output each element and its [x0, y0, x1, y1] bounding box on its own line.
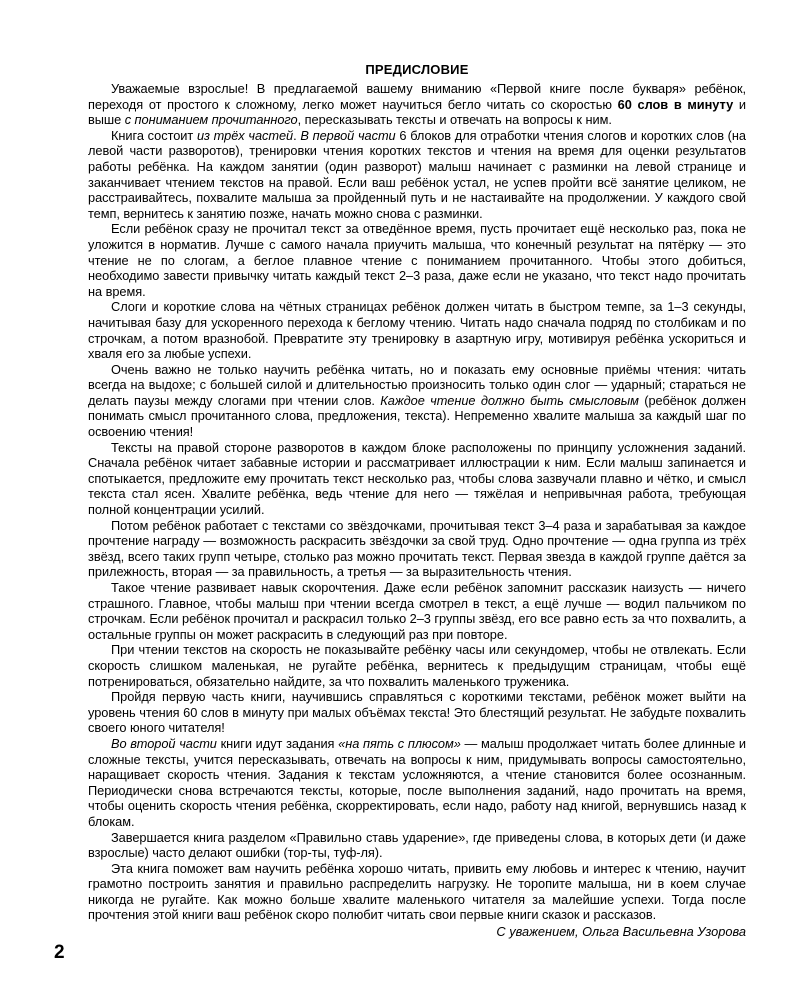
page-number: 2: [54, 942, 65, 963]
paragraph-6: Тексты на правой стороне разворотов в каждом блоке расположены по принципу усложнения заданий. Сначала ребёнок читает забавные истории и рассматривает иллюстрации к ним. Если малыш запинается и спотыкается, предложите ему прочитать текст несколько раз, чтобы слова зазвучали плавно и чётко, и смысл текста стал ясен. Хвалите ребёнка, ведь чтение для него — тяжёлая и непривычная работа, требующая полной концентрации усилий.: [88, 439, 746, 518]
signature: С уважением, Ольга Васильевна Узорова: [496, 924, 746, 940]
paragraph-1: Уважаемые взрослые! В предлагаемой вашему вниманию «Первой книге после букваря» ребёнок, переходя от простого к сложному, легко может научиться бегло читать со скоростью 60 слов в минуту и выше с пониманием прочитанного, пересказывать тексты и отвечать на вопросы к ним.: [88, 81, 746, 128]
paragraph-8: Такое чтение развивает навык скорочтения. Даже если ребёнок запомнит рассказик наизусть — ничего страшного. Главное, чтобы малыш при чтении всегда смотрел в текст, а ещё лучше — водил пальчиком по строчкам. Если ребёнок прочитал и раскрасил только 2–3 группы звёзд, его все равно есть за что похвалить, а остальные группы он может раскрасить в следующий раз при повторе.: [88, 580, 746, 642]
paragraph-5: Очень важно не только научить ребёнка читать, но и показать ему основные приёмы чтения: читать всегда на выдохе; с большей силой и длительностью произносить только один слог — ударный; стараться не делать паузы между слогами при чтении слов. Каждое чтение должно быть смысловым (ребёнок должен понимать смысл прочитанного слова, предложения, текста). Непременно хвалите малыша за каждый шаг по освоению чтения!: [88, 361, 747, 440]
paragraph-2: Книга состоит из трёх частей. В первой части 6 блоков для отработки чтения слогов и коротких слов (на левой части разворотов), тренировки чтения коротких текстов и чтения на время для оценки результатов работы ребёнка. На каждом занятии (один разворот) малыш начинает с разминки на левой странице и заканчивает чтением текстов на правой. Если ваш ребёнок устал, не успев пройти всё занятие целиком, не расстраивайтесь, похвалите малыша за пройденный путь и не настаивайте на продолжении. У каждого свой темп, вернитесь к занятию позже, начать можно снова с разминки.: [88, 127, 746, 221]
paragraph-13: Эта книга поможет вам научить ребёнка хорошо читать, привить ему любовь и интерес к чтению, научит грамотно построить занятия и правильно распределить нагрузку. Не торопите малыша, ни в коем случае никогда не ругайте. Как можно больше хвалите маленького читателя за малейшие успехи. Тогда после прочтения этой книги ваш ребёнок скоро полюбит читать свои первые книги сказок и рассказов.: [88, 860, 746, 923]
preface-page: [88, 62, 746, 940]
paragraph-7: Потом ребёнок работает с текстами со звёздочками, прочитывая текст 3–4 раза и зарабатывая за каждое прочтение награду — возможность раскрасить звёздочки за свой труд. Одно прочтение — одна группа из трёх звёзд, всего таких групп четыре, столько раз можно прочитать текст. Первая звезда в каждой группе даётся за прилежность, вторая — за правильность, а третья — за выразительность чтения.: [88, 517, 746, 580]
page-title: ПРЕДИСЛОВИЕ: [365, 62, 469, 77]
paragraph-12: Завершается книга разделом «Правильно ставь ударение», где приведены слова, в которых дети (и даже взрослые) часто делают ошибки (тор-ты, туф-ля).: [88, 829, 746, 861]
paragraph-4: Слоги и короткие слова на чётных страницах ребёнок должен читать в быстром темпе, за 1–3 секунды, начитывая базу для ускоренного перехода к беглому чтению. Читать надо сначала подряд по столбикам и по строчкам, а потом вразнобой. Превратите эту тренировку в азартную игру, мотивируя ребёнка ускориться и хваля его за любые успехи.: [88, 299, 746, 362]
paragraph-10: Пройдя первую часть книги, научившись справляться с короткими текстами, ребёнок может выйти на уровень чтения 60 слов в минуту при малых объёмах текста! Это блестящий результат. Не забудьте похвалить своего юного читателя!: [88, 689, 746, 736]
paragraph-3: Если ребёнок сразу не прочитал текст за отведённое время, пусть прочитает ещё несколько раз, пока не уложится в норматив. Лучше с самого начала приучить малыша, что конечный результат на пятёрку — это чтение не по слогам, а беглое плавное чтение с пониманием прочитанного. Чтобы этого добиться, необходимо завести привычку читать каждый текст 2–3 раза, даже если не указано, что текст надо прочитать на время.: [88, 221, 746, 299]
paragraph-11: Во второй части книги идут задания «на пять с плюсом» — малыш продолжает читать более длинные и сложные тексты, учится пересказывать, отвечать на вопросы к ним, придумывать вопросы самостоятельно, наращивает скорость чтения. Задания к текстам усложняются, а чтение становится более осознанным. Периодически снова встречаются тексты, которые, после выполнения заданий, надо прочитать на время, чтобы оценить скорость чтения ребёнка, скорректировать, если надо, работу над книгой, вернувшись назад к блокам.: [88, 735, 746, 829]
paragraph-9: При чтении текстов на скорость не показывайте ребёнку часы или секундомер, чтобы не отвлекать. Если скорость слишком маленькая, не ругайте ребёнка, вернитесь к предыдущим страницам, чтобы ещё потренироваться, обязательно найдите, за что похвалить маленького труженика.: [88, 642, 746, 689]
speed-goal: 60 слов в минуту: [617, 96, 734, 112]
